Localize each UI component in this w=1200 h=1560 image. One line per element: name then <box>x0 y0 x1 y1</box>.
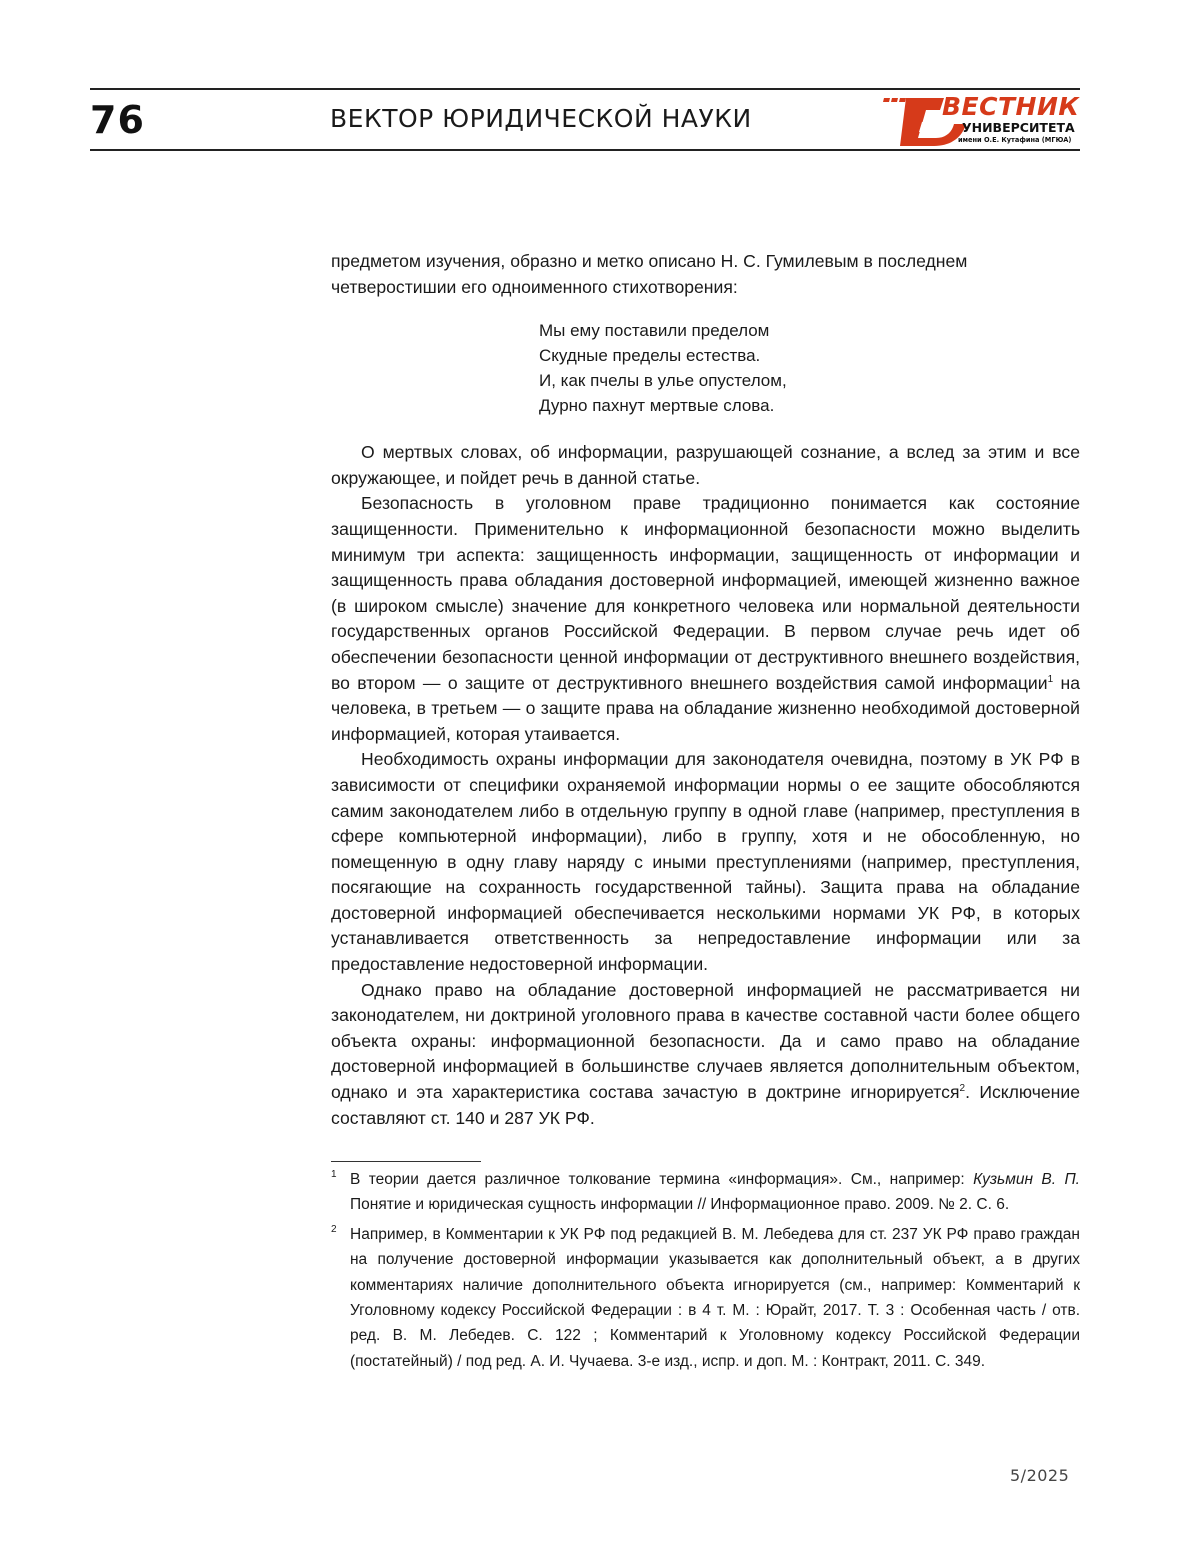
paragraph-text: Безопасность в уголовном праве традиционно понимается как состояние защищенности. Применительно к информационной безопасности можно выделить минимум три аспекта: защищенность информации, защищенность от информации и защищенность права обладания достоверной информацией, имеющей жизненно важное (в широком смысле) значение для конкретного человека или нормальной деятельности государственных органов Российской Федерации. В первом случае речь идет об обеспечении безопасности ценной информации от деструктивного внешнего воздействия, во втором — о защите от деструктивного внешнего воздействия самой информации <box>331 493 1080 692</box>
paragraph <box>331 491 1080 747</box>
issue-number: 5/2025 <box>1010 1466 1069 1485</box>
poem-line: И, как пчелы в улье опустелом, <box>539 368 1080 393</box>
footnote-mark: 2 <box>331 1217 337 1242</box>
paragraph <box>331 978 1080 1132</box>
footnote-rule <box>331 1161 481 1162</box>
poem-line: Мы ему поставили пределом <box>539 318 1080 343</box>
footnote-ref[interactable]: 2 <box>960 1083 966 1094</box>
footnote-text: Понятие и юридическая сущность информации // Информационное право. 2009. № 2. С. 6. <box>350 1196 1009 1213</box>
header-rule-top <box>90 88 1080 90</box>
footnote-mark: 1 <box>331 1162 337 1187</box>
page-number: 76 <box>90 98 145 142</box>
paragraph-text: . Исключение составляют ст. 140 и 287 УК РФ. <box>331 1082 1080 1128</box>
article-body <box>331 249 1080 1131</box>
footnote <box>331 1167 1080 1218</box>
journal-logo <box>882 92 1082 148</box>
logo-subtitle: имени О.Е. Кутафина (МГЮА) <box>958 136 1071 144</box>
footnote-author: Кузьмин В. П. <box>973 1171 1080 1188</box>
header-rule-bottom <box>90 149 1080 151</box>
intro-line <box>331 249 1080 300</box>
footnotes <box>331 1167 1080 1378</box>
paragraph: О мертвых словах, об информации, разрушающей сознание, а вслед за этим и все окружающее, и пойдет речь в данной статье. <box>331 440 1080 491</box>
paragraph-text: Однако право на обладание достоверной информацией не рассматривается ни законодателем, ни доктриной уголовного права в качестве составной части более общего объекта охраны: информационной безопасности. Да и само право на обладание достоверной информацией в большинстве случаев является дополнительным объектом, однако и эта характеристика состава зачастую в доктрине игнорируется <box>331 980 1080 1102</box>
poem-line: Скудные пределы естества. <box>539 343 1080 368</box>
poem <box>539 318 1080 418</box>
page <box>0 0 1200 1560</box>
footnote-text: В теории дается различное толкование термина «информация». См., например: <box>350 1171 973 1188</box>
footnote-text: Например, в Комментарии к УК РФ под редакцией В. М. Лебедева для ст. 237 УК РФ право граждан на получение достоверной информации указывается как дополнительный объект, а в других комментариях наличие дополнительного объекта игнорируется (см., например: Комментарий к Уголовному кодексу Российской Федерации : в 4 т. М. : Юрайт, 2017. Т. 3 : Особенная часть / отв. ред. В. М. Лебедев. С. 122 ; Комментарий к Уголовному кодексу Российской Федерации (постатейный) / под ред. А. И. Чучаева. 3-е изд., испр. и доп. М. : Контракт, 2011. С. 349. <box>350 1226 1080 1370</box>
footnote-ref[interactable]: 1 <box>1048 674 1054 685</box>
intro-line-2: четверостишии его одноименного стихотворения: <box>331 277 738 297</box>
paragraph: Необходимость охраны информации для законодателя очевидна, поэтому в УК РФ в зависимости от специфики охраняемой информации нормы о ее защите обособляются самим законодателем либо в отдельную группу в одной главе (например, преступления в сфере компьютерной информации), либо в группу, хотя и не обособленную, но помещенную в одну главу наряду с иными преступлениями (например, преступления, посягающие на сохранность государственной тайны). Защита права на обладание достоверной информацией обеспечивается несколькими нормами УК РФ, в которых устанавливается ответственность за непредоставление информации или за предоставление недостоверной информации. <box>331 747 1080 977</box>
logo-word: ВЕСТНИК <box>942 92 1079 121</box>
logo-university: УНИВЕРСИТЕТА <box>962 120 1075 135</box>
poem-line: Дурно пахнут мертвые слова. <box>539 393 1080 418</box>
paragraph-text: на человека, в третьем — о защите права на обладание жизненно необходимой достоверной информацией, которая утаивается. <box>331 673 1080 744</box>
intro-line-1: предметом изучения, образно и метко описано Н. С. Гумилевым в последнем <box>331 251 967 271</box>
footnote <box>331 1222 1080 1374</box>
section-title: ВЕКТОР ЮРИДИЧЕСКОЙ НАУКИ <box>330 104 752 133</box>
